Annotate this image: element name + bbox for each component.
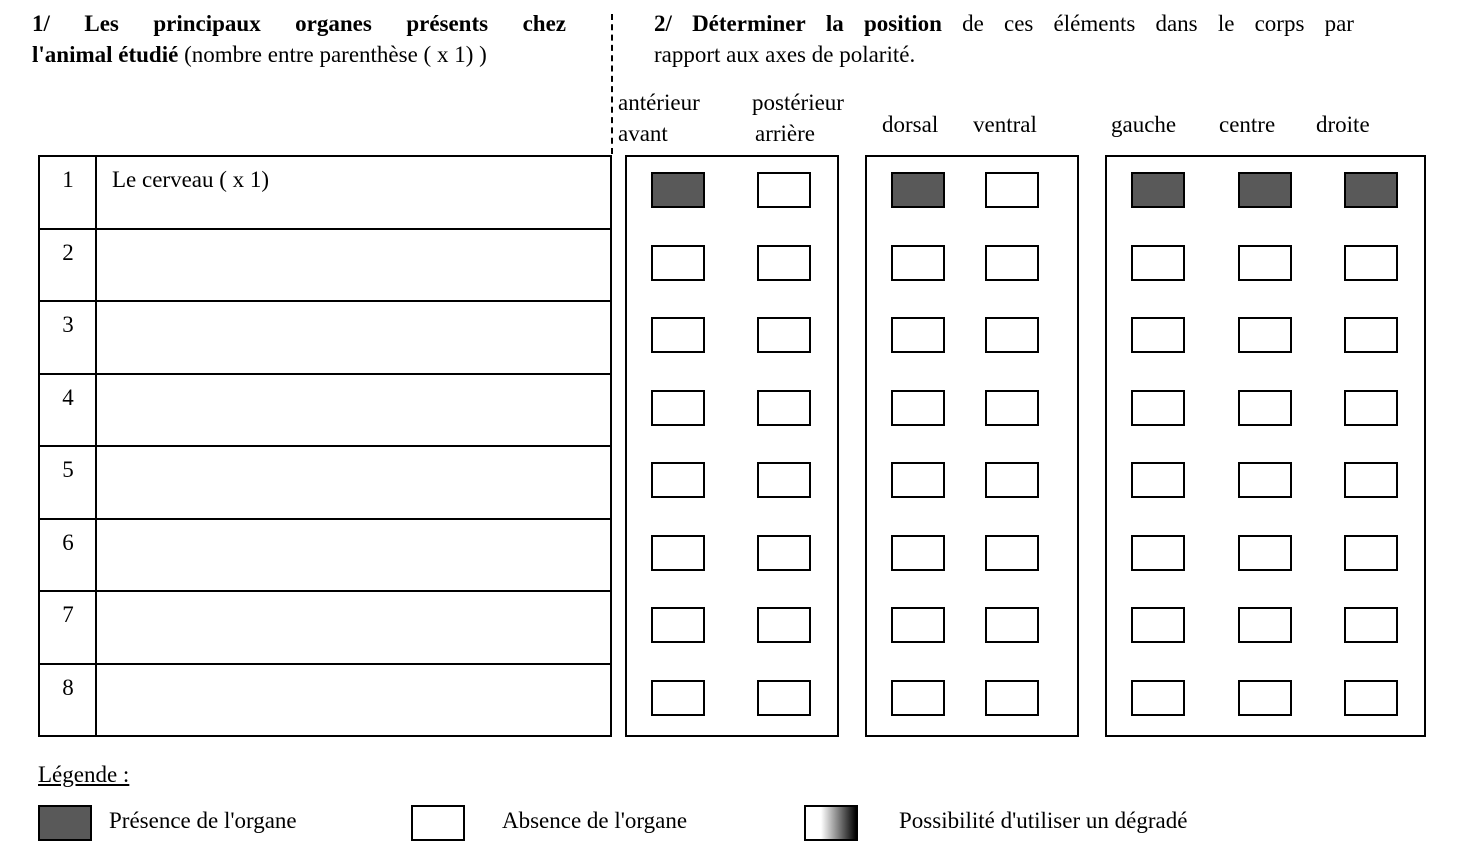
checkbox-lateral-r5-c3[interactable]	[1344, 462, 1398, 498]
legend-title: Légende :	[38, 762, 130, 787]
checkbox-anteroposterior-r4-c1[interactable]	[651, 390, 705, 426]
checkbox-anteroposterior-r2-c2[interactable]	[757, 245, 811, 281]
q1-word: principaux	[153, 11, 261, 36]
q1-rest-text: (nombre entre parenthèse ( x 1) )	[178, 42, 487, 67]
checkbox-anteroposterior-r8-c2[interactable]	[757, 680, 811, 716]
q1-bold-text: l'animal étudié	[32, 42, 179, 67]
legend-absent-swatch	[411, 805, 465, 841]
checkbox-lateral-r3-c1[interactable]	[1131, 317, 1185, 353]
checkbox-lateral-r7-c2[interactable]	[1238, 607, 1292, 643]
axis-label-posterior: postérieur	[752, 90, 844, 115]
checkbox-anteroposterior-r6-c2[interactable]	[757, 535, 811, 571]
checkbox-lateral-r8-c1[interactable]	[1131, 680, 1185, 716]
q2-word: 2/	[654, 11, 672, 36]
legend-gradient-swatch	[804, 805, 858, 841]
axis-label-dorsal: dorsal	[882, 112, 939, 137]
q2-word: éléments	[1053, 11, 1136, 36]
row-number: 7	[62, 602, 74, 627]
panel-anteroposterior	[625, 155, 839, 737]
checkbox-dorsoventral-r4-c2[interactable]	[985, 390, 1039, 426]
checkbox-lateral-r5-c2[interactable]	[1238, 462, 1292, 498]
checkbox-lateral-r7-c3[interactable]	[1344, 607, 1398, 643]
q2-word: de	[962, 11, 984, 36]
checkbox-lateral-r5-c1[interactable]	[1131, 462, 1185, 498]
checkbox-anteroposterior-r5-c2[interactable]	[757, 462, 811, 498]
checkbox-anteroposterior-r7-c1[interactable]	[651, 607, 705, 643]
checkbox-anteroposterior-r1-c1[interactable]	[651, 172, 705, 208]
checkbox-dorsoventral-r8-c1[interactable]	[891, 680, 945, 716]
axis-label-left: gauche	[1111, 112, 1177, 137]
question-2	[654, 8, 1354, 70]
question-2-line-2: rapport aux axes de polarité.	[654, 42, 916, 67]
q2-word: corps	[1254, 11, 1305, 36]
checkbox-dorsoventral-r7-c1[interactable]	[891, 607, 945, 643]
legend-present-swatch	[38, 805, 92, 841]
table-row	[40, 157, 610, 230]
checkbox-dorsoventral-r3-c1[interactable]	[891, 317, 945, 353]
q2-word: le	[1217, 11, 1235, 36]
checkbox-anteroposterior-r2-c1[interactable]	[651, 245, 705, 281]
checkbox-anteroposterior-r3-c1[interactable]	[651, 317, 705, 353]
legend-gradient-label: Possibilité d'utiliser un dégradé	[899, 808, 1188, 833]
row-number: 2	[62, 239, 74, 265]
row-number: 5	[62, 457, 74, 482]
checkbox-dorsoventral-r3-c2[interactable]	[985, 317, 1039, 353]
q1-word: chez	[522, 11, 566, 36]
checkbox-lateral-r8-c3[interactable]	[1344, 680, 1398, 716]
row-number: 3	[62, 312, 74, 337]
checkbox-lateral-r6-c2[interactable]	[1238, 535, 1292, 571]
row-number: 1	[62, 167, 74, 192]
table-row	[40, 302, 610, 375]
question-2-line-1	[654, 8, 1354, 39]
checkbox-anteroposterior-r4-c2[interactable]	[757, 390, 811, 426]
checkbox-anteroposterior-r7-c2[interactable]	[757, 607, 811, 643]
checkbox-dorsoventral-r5-c1[interactable]	[891, 462, 945, 498]
q1-word: 1/	[32, 11, 50, 36]
checkbox-lateral-r6-c1[interactable]	[1131, 535, 1185, 571]
checkbox-dorsoventral-r8-c2[interactable]	[985, 680, 1039, 716]
checkbox-lateral-r1-c2[interactable]	[1238, 172, 1292, 208]
checkbox-dorsoventral-r1-c1[interactable]	[891, 172, 945, 208]
checkbox-lateral-r8-c2[interactable]	[1238, 680, 1292, 716]
q2-word: dans	[1155, 11, 1198, 36]
axis-label-anterior: antérieur	[618, 90, 700, 115]
checkbox-dorsoventral-r1-c2[interactable]	[985, 172, 1039, 208]
axis-label-front: avant	[618, 121, 668, 146]
checkbox-lateral-r4-c2[interactable]	[1238, 390, 1292, 426]
checkbox-lateral-r2-c3[interactable]	[1344, 245, 1398, 281]
checkbox-dorsoventral-r7-c2[interactable]	[985, 607, 1039, 643]
q2-word: la	[825, 11, 844, 36]
question-1-line-2	[32, 39, 566, 70]
table-row	[40, 665, 610, 738]
q1-word: présents	[406, 11, 489, 36]
checkbox-lateral-r2-c1[interactable]	[1131, 245, 1185, 281]
panel-dorsoventral	[865, 155, 1079, 737]
table-row	[40, 447, 610, 520]
axis-label-ventral: ventral	[973, 112, 1037, 137]
table-row	[40, 375, 610, 448]
table-row	[40, 592, 610, 665]
checkbox-lateral-r3-c2[interactable]	[1238, 317, 1292, 353]
table-row	[40, 520, 610, 593]
panel-lateral	[1105, 155, 1426, 737]
row-number: 4	[62, 384, 74, 410]
q1-word: organes	[295, 11, 372, 36]
checkbox-dorsoventral-r5-c2[interactable]	[985, 462, 1039, 498]
checkbox-dorsoventral-r2-c1[interactable]	[891, 245, 945, 281]
axis-label-back: arrière	[755, 121, 815, 146]
q2-word: par	[1324, 11, 1354, 36]
checkbox-dorsoventral-r2-c2[interactable]	[985, 245, 1039, 281]
organ-table	[38, 155, 612, 737]
dashed-divider	[611, 14, 613, 154]
legend-absent-label: Absence de l'organe	[502, 808, 688, 833]
checkbox-lateral-r2-c2[interactable]	[1238, 245, 1292, 281]
q2-word: ces	[1004, 11, 1034, 36]
checkbox-dorsoventral-r6-c2[interactable]	[985, 535, 1039, 571]
legend-present-label: Présence de l'organe	[109, 808, 297, 833]
axis-label-right: droite	[1316, 112, 1370, 137]
question-1-line-1	[32, 8, 566, 39]
question-1	[32, 8, 566, 70]
checkbox-dorsoventral-r4-c1[interactable]	[891, 390, 945, 426]
row-number: 8	[62, 674, 74, 700]
checkbox-lateral-r4-c1[interactable]	[1131, 390, 1185, 426]
checkbox-lateral-r1-c3[interactable]	[1344, 172, 1398, 208]
row-number: 6	[62, 529, 74, 555]
checkbox-lateral-r7-c1[interactable]	[1131, 607, 1185, 643]
checkbox-anteroposterior-r1-c2[interactable]	[757, 172, 811, 208]
organ-name-field[interactable]: Le cerveau ( x 1)	[112, 167, 270, 192]
checkbox-lateral-r3-c3[interactable]	[1344, 317, 1398, 353]
checkbox-anteroposterior-r5-c1[interactable]	[651, 462, 705, 498]
checkbox-dorsoventral-r6-c1[interactable]	[891, 535, 945, 571]
checkbox-anteroposterior-r3-c2[interactable]	[757, 317, 811, 353]
q1-word: Les	[84, 11, 119, 36]
q2-word: position	[863, 11, 942, 36]
checkbox-lateral-r1-c1[interactable]	[1131, 172, 1185, 208]
checkbox-anteroposterior-r8-c1[interactable]	[651, 680, 705, 716]
checkbox-anteroposterior-r6-c1[interactable]	[651, 535, 705, 571]
axis-label-center: centre	[1219, 112, 1276, 137]
table-row	[40, 230, 610, 303]
checkbox-lateral-r6-c3[interactable]	[1344, 535, 1398, 571]
checkbox-lateral-r4-c3[interactable]	[1344, 390, 1398, 426]
q2-word: Déterminer	[692, 11, 806, 36]
